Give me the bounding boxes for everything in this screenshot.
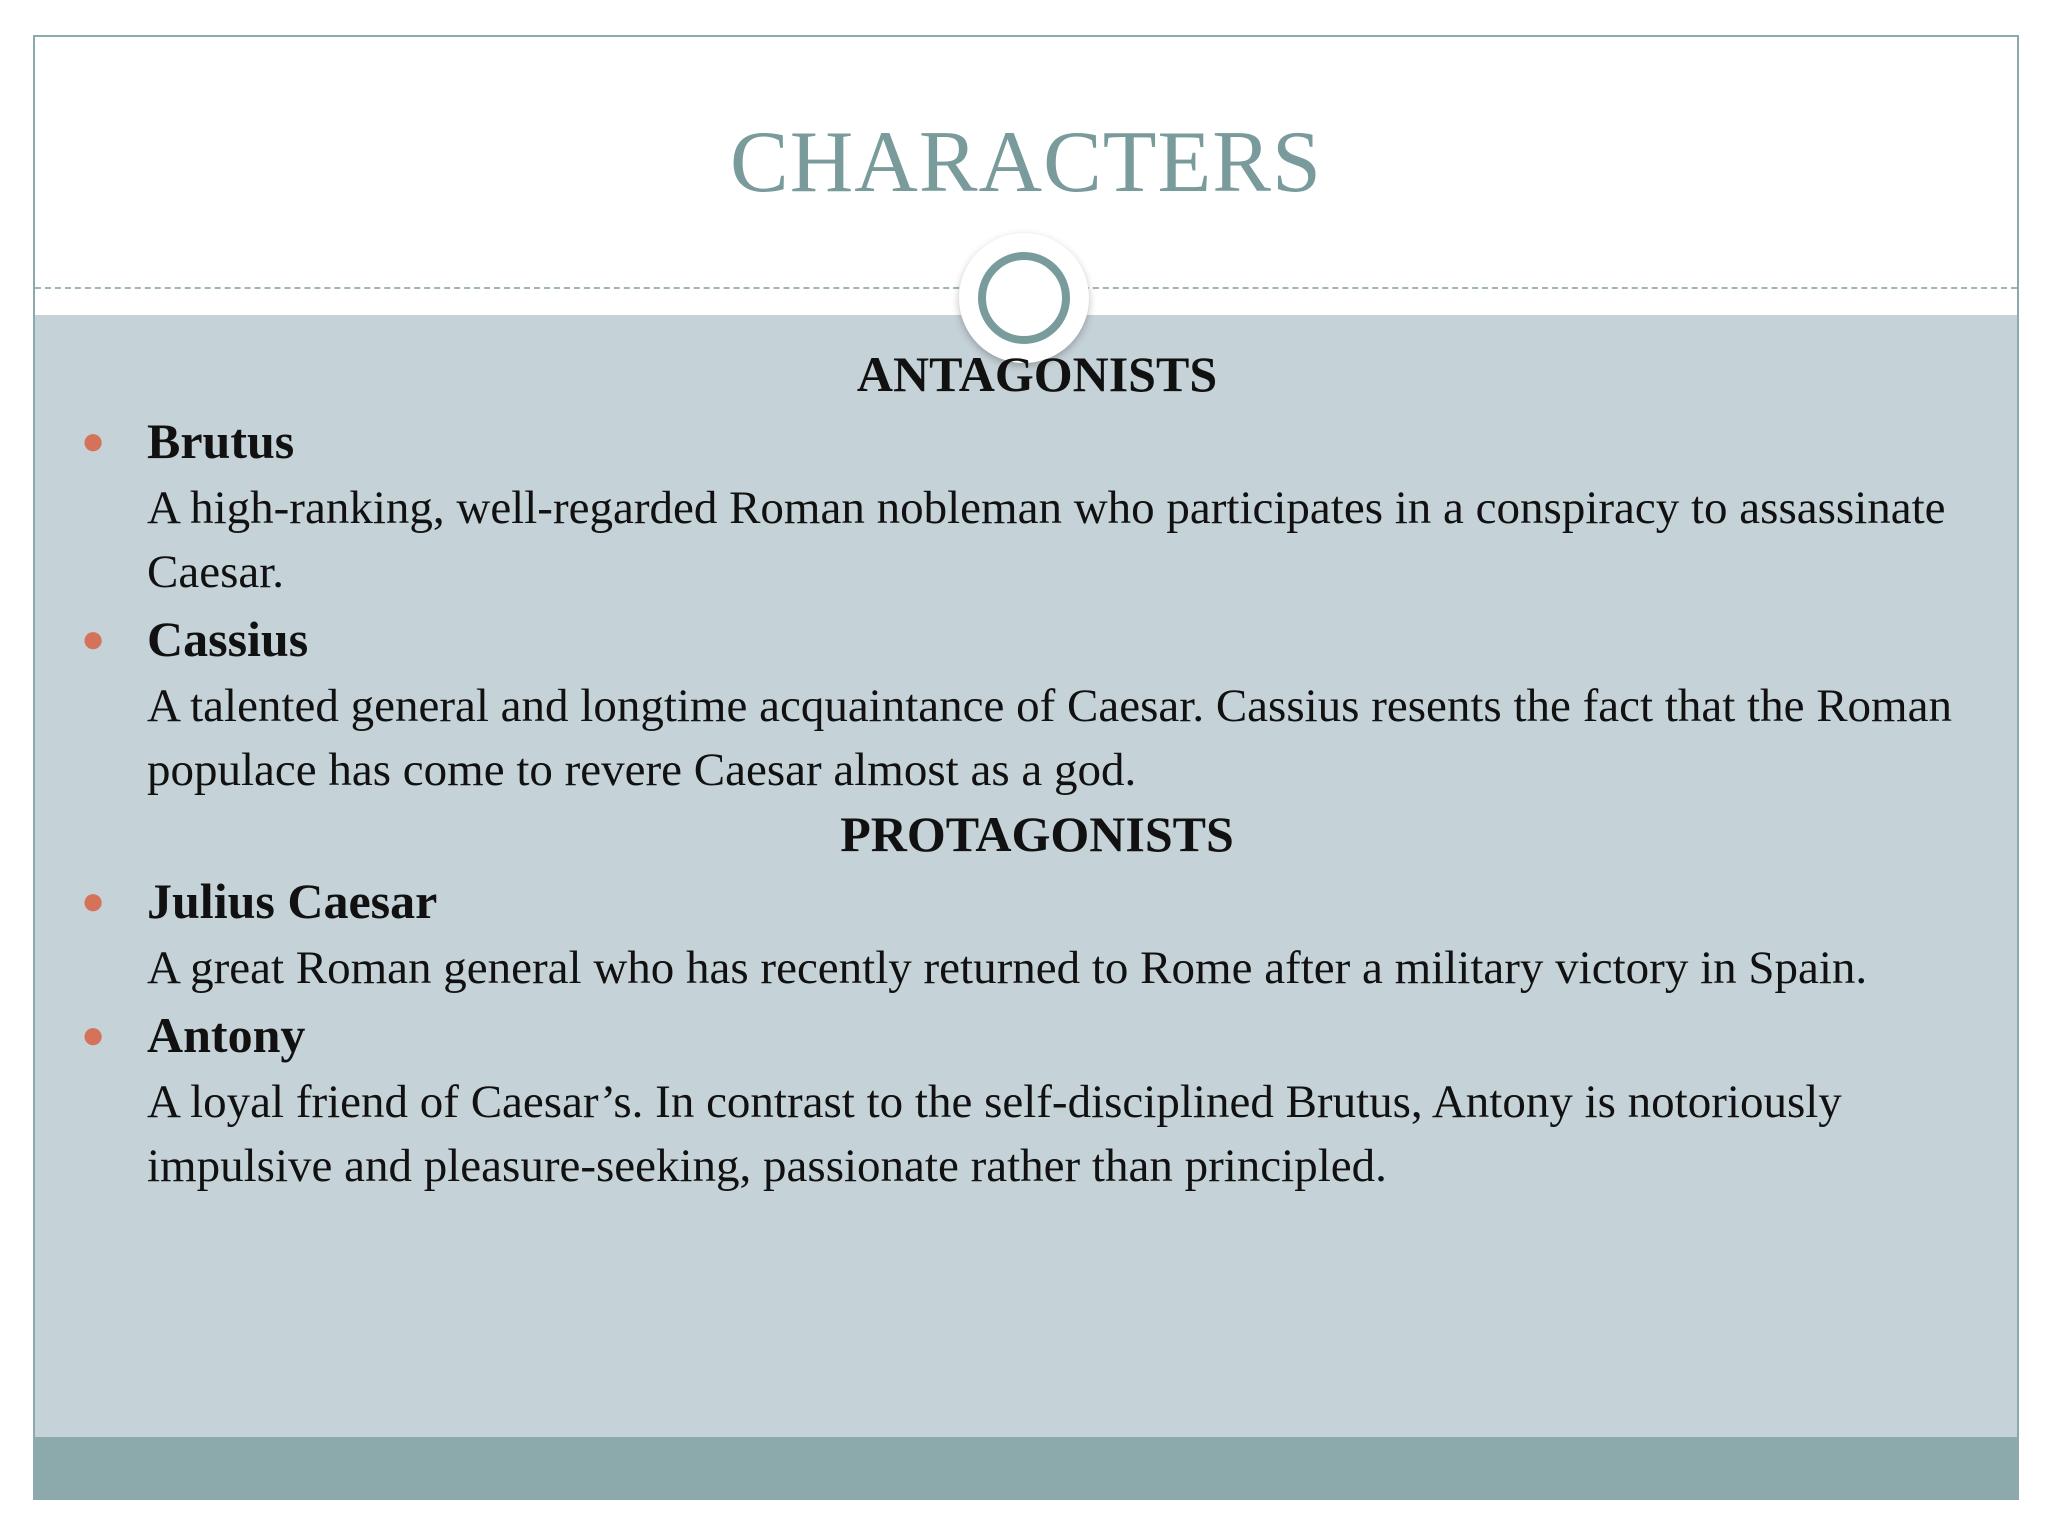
character-description: A high-ranking, well-regarded Roman nobleman who participates in a conspiracy to assassinate Caesar. — [147, 482, 1946, 598]
list-item — [35, 866, 2017, 1000]
section-heading-antagonists: ANTAGONISTS — [856, 346, 1218, 402]
bullet-dot-icon: ● — [81, 878, 106, 923]
bullet-dot-icon: ● — [81, 1012, 106, 1057]
slide — [33, 35, 2019, 1500]
character-name: Antony — [147, 1007, 306, 1063]
list-item — [35, 604, 2017, 802]
slide-body — [35, 342, 2017, 1198]
slide-title: CHARACTERS — [730, 114, 1322, 211]
bullet-dot-icon: ● — [81, 418, 106, 463]
ring-inner — [978, 252, 1070, 344]
character-description: A talented general and longtime acquaintance of Caesar. Cassius resents the fact that the Roman populace has come to revere Caesar almost as a god. — [147, 680, 1952, 796]
character-name: Brutus — [147, 413, 295, 469]
character-name: Cassius — [147, 611, 309, 667]
section-heading-protagonists: PROTAGONISTS — [840, 806, 1234, 862]
bottom-bar — [35, 1437, 2017, 1500]
character-description: A loyal friend of Caesar’s. In contrast to the self-disciplined Brutus, Antony is notoriously impulsive and pleasure-seeking, passionate rather than principled. — [147, 1076, 1842, 1192]
list-item — [35, 406, 2017, 604]
character-description: A great Roman general who has recently returned to Rome after a military victory in Spain. — [147, 942, 1868, 994]
bullet-dot-icon: ● — [81, 616, 106, 661]
list-item — [35, 1000, 2017, 1198]
character-name: Julius Caesar — [147, 873, 438, 929]
